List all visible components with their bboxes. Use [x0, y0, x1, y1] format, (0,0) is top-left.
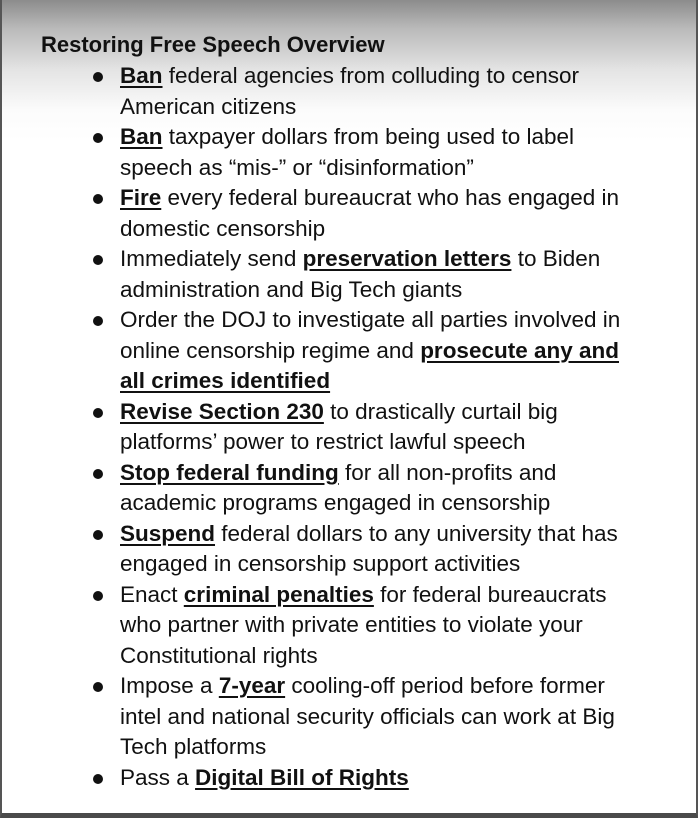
emphasized-text: Ban [120, 63, 163, 88]
list-item-line [120, 610, 672, 641]
bullet-icon [93, 255, 103, 265]
list-item-text: American citizens [120, 93, 297, 119]
list-item-text: online censorship regime and [120, 337, 421, 363]
list-item-text: Tech platforms [120, 734, 267, 759]
list-item-text: every federal bureaucrat who has engaged in [161, 185, 620, 210]
list-item [2, 671, 692, 763]
list-item-line [120, 61, 672, 92]
emphasized-text: all crimes identified [120, 368, 331, 393]
bullet-icon [93, 682, 103, 692]
list-item-text: who partner with private entities to violate your [120, 612, 583, 637]
bullet-icon [93, 591, 103, 601]
list-item-line [120, 549, 672, 580]
bullet-icon [93, 408, 103, 418]
list-item-line [120, 641, 672, 672]
list-item [2, 519, 692, 580]
list-item-line [120, 671, 672, 702]
list-item-line [120, 519, 672, 550]
list-item-line [120, 488, 672, 519]
list-item-line [120, 702, 672, 733]
list-item-text: academic programs engaged in censorship [120, 490, 551, 515]
list-item-line [120, 275, 672, 306]
emphasized-text: Fire [120, 185, 162, 210]
emphasized-text: 7-year [218, 673, 286, 698]
list-item-line [120, 214, 672, 245]
list-item-text: engaged in censorship support activities [120, 551, 521, 576]
list-item-line [120, 763, 672, 794]
bullet-icon [93, 72, 103, 82]
list-item-text: domestic censorship [120, 215, 326, 241]
list-item-text: Order the DOJ to investigate all parties involved in [120, 307, 621, 332]
emphasized-text: criminal penalties [183, 581, 374, 607]
list-item-line [120, 580, 672, 611]
list-item-text: for all non-profits and [338, 459, 557, 485]
list-item [2, 244, 692, 305]
emphasized-text: Ban [120, 124, 163, 149]
list-item-text: to drastically curtail big [323, 398, 558, 424]
bullet-icon [93, 133, 103, 143]
list-item-text: for federal bureaucrats [373, 581, 607, 607]
emphasized-text: Stop federal funding [120, 459, 339, 485]
list-item [2, 397, 692, 458]
list-item-line [120, 153, 672, 184]
list-item-line [120, 397, 672, 428]
list-item-text: taxpayer dollars from being used to label [162, 124, 574, 149]
bullet-icon [93, 316, 103, 326]
document-title: Restoring Free Speech Overview [41, 32, 385, 57]
list-item-line [120, 183, 672, 214]
list-item-text: speech as “mis-” or “disinformation” [120, 154, 474, 180]
list-item [2, 763, 692, 794]
list-item-text: federal dollars to any university that has [215, 520, 618, 546]
list-item-text: Impose a [120, 673, 219, 698]
bullet-icon [93, 530, 103, 540]
list-item [2, 305, 692, 397]
list-item-line [120, 92, 672, 123]
emphasized-text: Digital Bill of Rights [195, 764, 409, 790]
list-item [2, 61, 692, 122]
emphasized-text: Revise Section 230 [120, 398, 324, 424]
list-item-line [120, 458, 672, 489]
list-item [2, 122, 692, 183]
emphasized-text: prosecute any and [420, 337, 619, 363]
list-item-text: Pass a [120, 764, 196, 790]
bullet-icon [93, 774, 103, 784]
list-item-line [120, 244, 672, 275]
list-item-line [120, 305, 672, 336]
bullet-list [2, 61, 692, 793]
list-item [2, 580, 692, 672]
list-item [2, 183, 692, 244]
list-item-text: Immediately send [120, 246, 303, 271]
list-item-line [120, 366, 672, 397]
list-item-line [120, 427, 672, 458]
emphasized-text: preservation letters [302, 246, 512, 271]
bullet-icon [93, 194, 103, 204]
bullet-icon [93, 469, 103, 479]
list-item-line [120, 122, 672, 153]
list-item-text: Constitutional rights [120, 642, 318, 668]
list-item-text: intel and national security officials can work at Big [120, 703, 615, 729]
list-item-text: Enact [120, 581, 184, 607]
list-item-line [120, 732, 672, 763]
list-item-text: administration and Big Tech giants [120, 276, 463, 302]
list-item-text: platforms’ power to restrict lawful speech [120, 429, 526, 454]
emphasized-text: Suspend [120, 520, 216, 546]
list-item [2, 458, 692, 519]
list-item-text: to Biden [511, 246, 601, 271]
list-item-text: federal agencies from colluding to censor [162, 63, 579, 88]
list-item-text: cooling-off period before former [285, 673, 605, 698]
list-item-line [120, 336, 672, 367]
